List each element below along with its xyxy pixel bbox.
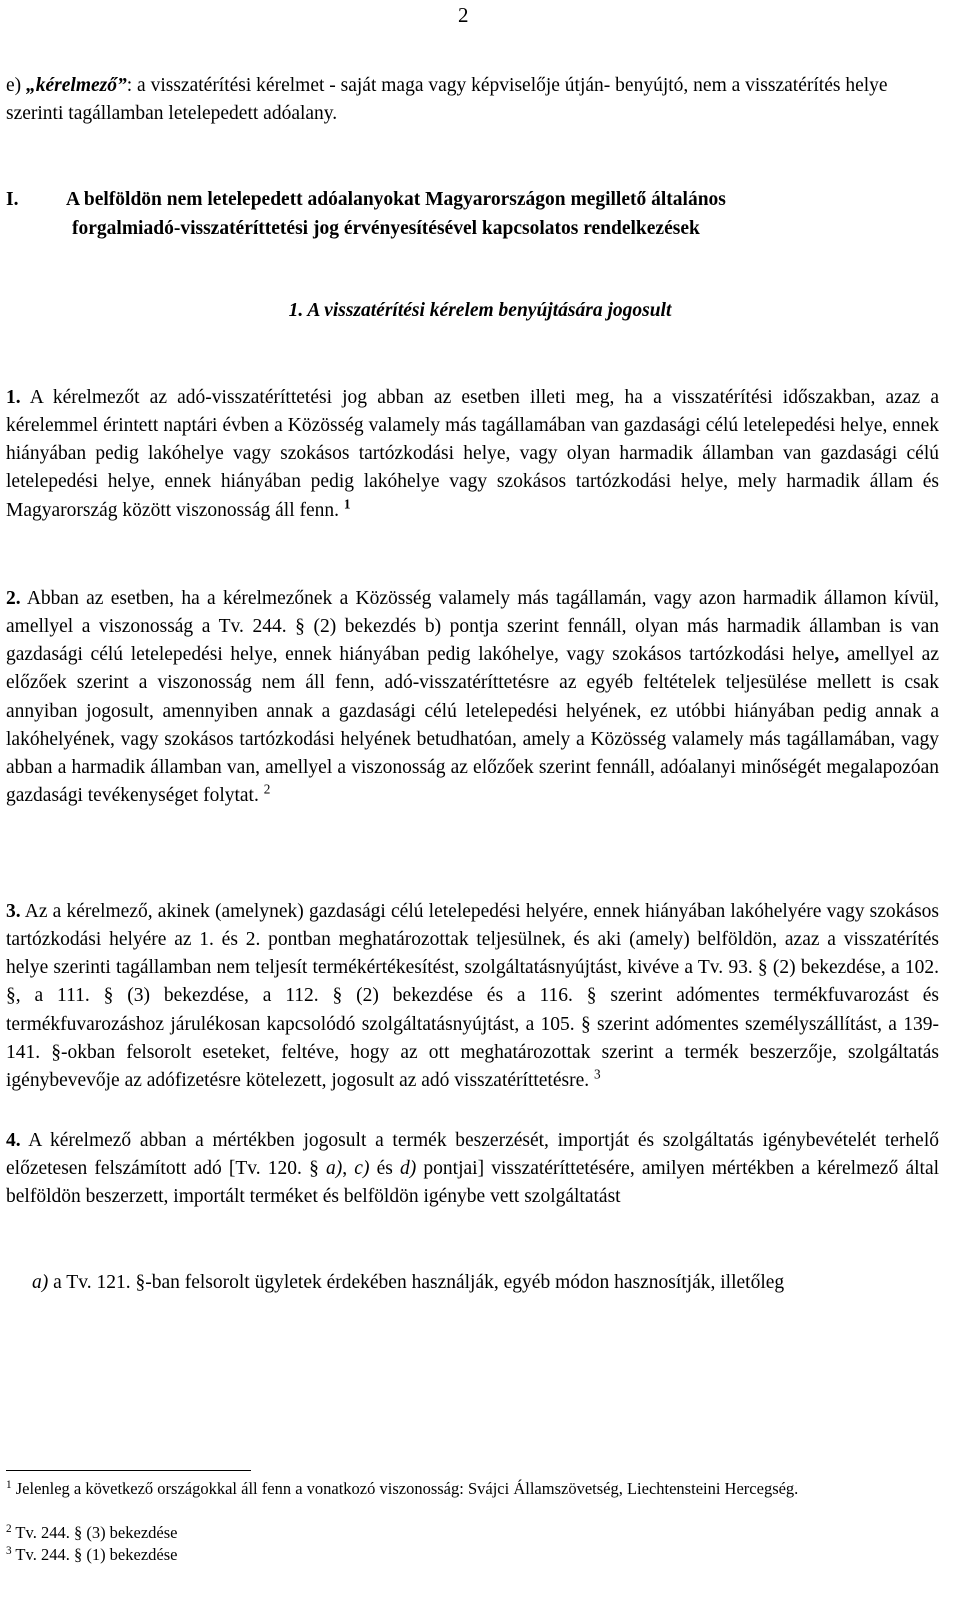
paragraph-number: 2. [6, 588, 21, 609]
paragraph-number: 4. [6, 1130, 21, 1151]
section-heading [6, 185, 939, 243]
paragraph-text-a: Abban az esetben, ha a kérelmezőnek a Közösség valamely más tagállamán, vagy azon harmadik államon kívül, amellyel a viszonosság a Tv. 244. § (2) bekezdés b) pontja szerint fennáll, olyan más harmadik államban is van gazdasági célú letelepedési helye, ennek hiányában pedig lakóhelye, vagy szokásos tartózkodási helye [6, 588, 939, 666]
footnote-ref: 3 [594, 1066, 601, 1082]
footnote-separator [6, 1470, 251, 1471]
point-d-ref: d) [400, 1158, 417, 1180]
paragraph-3 [6, 898, 939, 1095]
point-c-ref: c) [354, 1158, 370, 1180]
section-title-line2: forgalmiadó-visszatéríttetési jog érvényesítésével kapcsolatos rendelkezések [72, 218, 700, 239]
page-number: 2 [458, 3, 469, 27]
footnote-number: 1 [6, 1478, 12, 1491]
footnote-ref: 2 [263, 781, 271, 797]
footnote-number: 3 [6, 1544, 12, 1557]
paragraph-number: 3. [6, 901, 21, 922]
subsection-heading: 1. A visszatérítési kérelem benyújtására jogosult [288, 300, 672, 321]
paragraph-4 [6, 1127, 939, 1211]
subpoint-label: a) [32, 1272, 49, 1293]
point-a-ref: a) [326, 1158, 343, 1180]
footnote-ref: 1 [343, 496, 351, 512]
subpoint-text: a Tv. 121. §-ban felsorolt ügyletek érdekében használják, egyéb módon hasznosítják, illetőleg [48, 1272, 785, 1293]
definition-text: : a visszatérítési kérelmet - saját maga vagy képviselője útján- benyújtó, nem a visszatérítés helye szerinti tagállamban letelepedett adóalany. [6, 75, 888, 124]
subpoint-a [6, 1269, 939, 1297]
footnote-number: 2 [6, 1522, 12, 1535]
section-number: I. [6, 189, 19, 210]
paragraph-text-a: A kérelmező abban a mértékben jogosult a termék beszerzését, importját és szolgáltatás igénybevételét terhelő előzetesen felszámított adó [Tv. 120. § [6, 1130, 939, 1180]
footnote-3 [6, 1544, 939, 1566]
section-title-line1: A belföldön nem letelepedett adóalanyokat Magyarországon megillető általános [66, 189, 726, 210]
footnote-1 [6, 1478, 939, 1500]
paragraph-1 [6, 384, 939, 525]
footnote-text: Tv. 244. § (1) bekezdése [11, 1545, 178, 1564]
paragraph-text: A kérelmezőt az adó-visszatéríttetési jog abban az esetben illeti meg, ha a visszatérítési időszakban, azaz a kérelemmel érintett naptári évben a Közösség valamely más tagállamában van gazdasági célú letelepedési helye, ennek hiányában pedig lakóhelye vagy szokásos tartózkodási helye, vagy olyan harmadik államban van gazdasági célú letelepedési helye, ennek hiányában pedig lakóhelye vagy szokásos tartózkodási helye, mely harmadik állam és Magyarország között viszonosság áll fenn. [6, 387, 939, 521]
definition-e [6, 72, 939, 128]
definition-term: „kérelmező” [26, 75, 127, 96]
footnote-text: Jelenleg a következő országokkal áll fenn a vonatkozó viszonosság: Svájci Államszövetség, Liechtensteini Hercegség. [11, 1479, 799, 1498]
footnote-text: Tv. 244. § (3) bekezdése [11, 1523, 178, 1542]
paragraph-bold-comma: , [834, 644, 840, 666]
paragraph-2 [6, 585, 939, 810]
paragraph-sep-1: , [342, 1158, 355, 1180]
paragraph-number: 1. [6, 387, 21, 408]
paragraph-sep-2: és [369, 1158, 401, 1180]
paragraph-text-b: amellyel az előzőek szerint a viszonosság nem áll fenn, adó-visszatéríttetésre az egyéb feltételek teljesülése mellett is csak annyiban jogosult, amennyiben annak a gazdasági célú letelepedési helyének, ez utóbbi hiányában pedig annak a lakóhelyének, vagy szokásos tartózkodási helyének betudhatóan, amely a Közösség valamely más tagállamában, vagy abban a harmadik államban van, amellyel a viszonosság az előzőek szerint fennáll, adóalanyi minőségét megalapozóan gazdasági tevékenységet folytat. [6, 644, 939, 807]
paragraph-text: Az a kérelmező, akinek (amelynek) gazdasági célú letelepedési helyére, ennek hiányában lakóhelyére vagy szokásos tartózkodási helyére az 1. és 2. pontban meghatározottak teljesülnek, és aki (amely) belföldön, azaz a visszatérítés helye szerinti tagállamban nem teljesít termékértékesítést, szolgáltatásnyújtást, kivéve a Tv. 93. § (2) bekezdése, a 102. §, a 111. § (3) bekezdése, a 112. § (2) bekezdése és a 116. § szerint adómentes termékfuvarozást és termékfuvarozáshoz járulékosan kapcsolódó szolgáltatásnyújtást, a 105. § szerint adómentes személyszállítást, a 139-141. §-okban felsorolt eseteket, feltéve, hogy az ott meghatározottak szerint a termék beszerzője, szolgáltatás igénybevevője az adófizetésre kötelezett, jogosult az adó visszatéríttetésre. [6, 901, 939, 1091]
paragraph-text-b: pontjai] visszatéríttetésére, amilyen mértékben a kérelmező által belföldön beszerzett, importált terméket és belföldön igénybe vett szolgáltatást [6, 1158, 940, 1208]
definition-letter: e) [6, 75, 22, 96]
footnote-2 [6, 1522, 939, 1544]
